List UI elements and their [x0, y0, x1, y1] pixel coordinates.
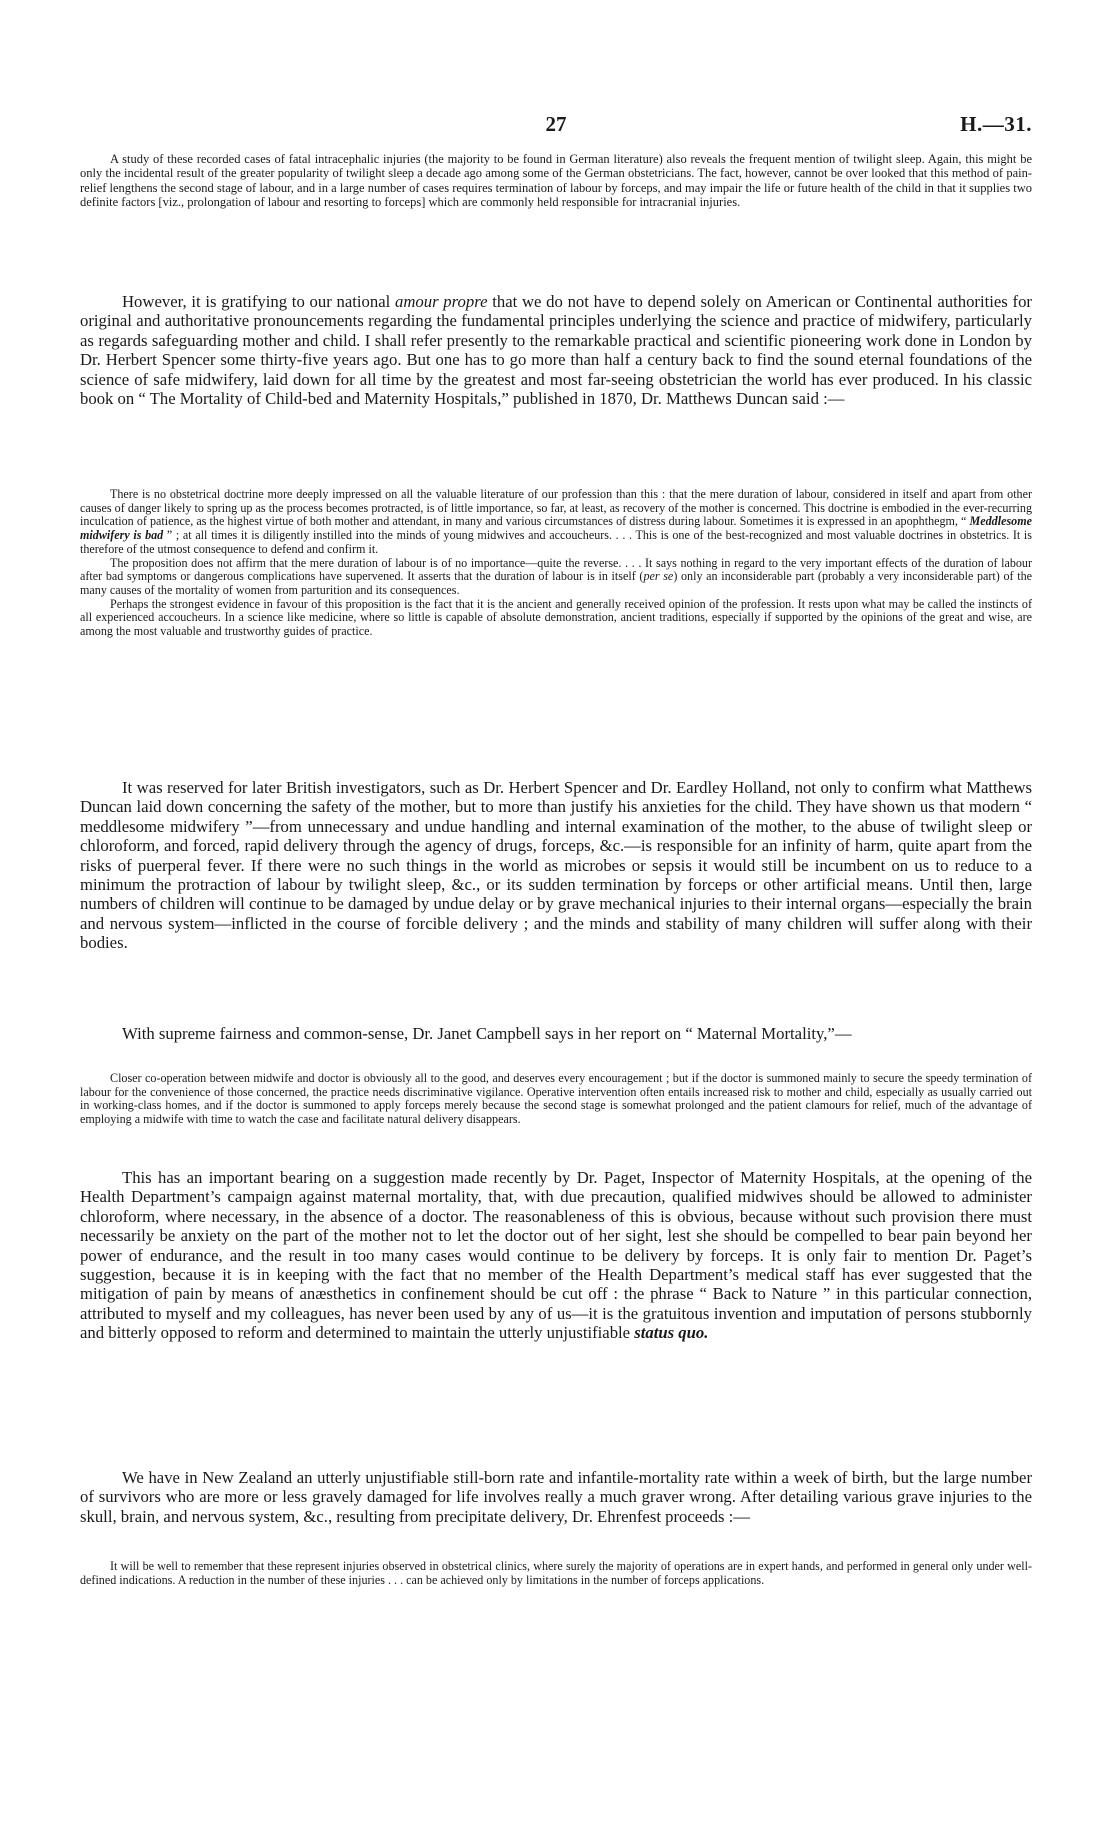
body-text-segment: This has an important bearing on a suggestion made recently by Dr. Paget, Inspector of Maternity Hospitals, at the opening of the Health Department’s campaign against maternal mortality, that, with due precaution, qualified midwives should be allowed to administer chloroform, where necessary, in the absence of a doctor. The reasonableness of this is obvious, because without such provision there must necessarily be anxiety on the part of the mother not to let the doctor out of her sight, lest she should be compelled to bear pain beyond her power of endurance, and the result in too many cases would continue to be delivery by forceps. It is only fair to mention Dr. Paget’s suggestion, because it is in keeping with the fact that no member of the Health Department’s medical staff has ever suggested that the mitigation of pain by means of anæsthetics in confinement should be cut off : the phrase “ Back to Nature ” in this particular connection, attributed to myself and my colleagues, has never been used by any of us—it is the gratuitous invention and imputation of persons stubbornly and bitterly opposed to reform and determined to maintain the utterly unjustifiable [80, 1168, 1032, 1343]
italic-phrase: status quo. [634, 1323, 709, 1343]
page-number: 27 [545, 112, 567, 136]
quotation-text: ) only an inconsiderable part (probably a very inconsiderable part) of the many causes of the mortality of women from parturition and its consequences. [80, 569, 1033, 597]
body-text-segment: It was reserved for later British investigators, such as Dr. Herbert Spencer and Dr. Eardley Holland, not only to confirm what Matthews Duncan laid down concerning the safety of the mother, but to more than justify his anxieties for the child. They have shown us that modern “ meddlesome midwifery ”—from unnecessary and undue handling and internal examination of the mother, to the abuse of twilight sleep or chloroform, and forced, rapid delivery through the agency of drugs, forceps, &c.—is responsible for an infinity of harm, quite apart from the risks of puerperal fever. If there were no such things in the world as microbes or sepsis it would still be incumbent on us to reduce to a minimum the protraction of labour by twilight sleep, &c., or its sudden termination by forceps or other artificial means. Until then, large numbers of children will continue to be damaged by undue delay or by grave mechanical injuries to their internal organs—especially the brain and nervous system—inflicted in the course of forcible delivery ; and the minds and stability of many children will suffer along with their bodies. [80, 778, 1032, 953]
body-paragraph-new-zealand [80, 1468, 1032, 1526]
body-paragraph-paget [80, 1168, 1032, 1343]
quotation-text: The proposition does not affirm that the mere duration of labour is of no importance—quite the reverse. . . . It says nothing in regard to the very important effects of the duration of labour after bad symptoms or dangerous complications have supervened. It asserts that the duration of labour is in itself ( [80, 555, 1032, 584]
quotation-text: There is no obstetrical doctrine more deeply impressed on all the valuable literature of our profession than this : that the mere duration of labour, considered in itself and apart from other causes of danger likely to spring up as the process becomes protracted, is of little importance, so far, at least, as recovery of the mother is concerned. This doctrine is embodied in the ever-recurring inculcation of patience, as the highest virtue of both mother and attendant, in many and various circumstances of distress during labour. Sometimes it is expressed in an apophthegm, “ [80, 487, 1032, 529]
body-text-segment: that we do not have to depend solely on American or Continental authorities for original and authoritative pronouncements regarding the fundamental principles underlying the science and practice of midwifery, particularly as regards safeguarding mother and child. I shall refer presently to the remarkable practical and scientific pioneering work done in London by Dr. Herbert Spencer some thirty-five years ago. But one has to go more than half a century back to find the sound eternal foundations of the science of safe midwifery, laid down for all time by the greatest and most far-seeing obstetrician the world has ever produced. In his classic book on “ The Mortality of Child-bed and Maternity Hospitals,” published in 1870, Dr. Matthews Duncan said :— [80, 292, 1032, 409]
body-paragraph-british-investigators [80, 778, 1032, 953]
body-text-segment: With supreme fairness and common-sense, Dr. Janet Campbell says in her report on “ Maternal Mortality,”— [122, 1024, 852, 1043]
body-paragraph-janet-campbell [80, 1024, 1032, 1043]
body-text-segment: However, it is gratifying to our national [122, 292, 395, 311]
intro-paragraph-text: A study of these recorded cases of fatal intracephalic injuries (the majority to be found in German literature) also reveals the frequent mention of twilight sleep. Again, this might be only the incidental result of the greater popularity of twilight sleep a decade ago among some of the German obstetricians. The fact, however, cannot be over looked that this method of pain-relief lengthens the second stage of labour, and in a large number of cases requires termination of labour by forceps, and may impair the life or future health of the child in that it supplies two definite factors [viz., prolongation of labour and resorting to forceps] which are commonly held responsible for intracranial injuries. [80, 152, 1032, 209]
duncan-quotation [80, 488, 1032, 639]
page-header [80, 112, 1032, 142]
campbell-quotation [80, 1072, 1032, 1127]
body-paragraph-amour-propre [80, 292, 1032, 408]
quotation-text: Perhaps the strongest evidence in favour of this proposition is the fact that it is the ancient and generally received opinion of the profession. It rests upon what may be called the instincts of all experienced accoucheurs. In a science like medicine, where so little is capable of absolute demonstration, ancient traditions, especially if supported by the opinions of the great and wise, are among the most valuable and trustworthy guides of practice. [80, 596, 1032, 639]
quotation-text: ” ; at all times it is diligently instilled into the minds of young midwives and accoucheurs. . . . This is one of the best-recognized and most valuable doctrines in obstetrics. It is therefore of the utmost consequence to defend and confirm it. [80, 528, 1032, 556]
quotation-paragraph [80, 557, 1032, 598]
document-reference: H.—31. [960, 112, 1032, 136]
italic-phrase: Meddlesome midwifery is bad [80, 514, 1032, 543]
quotation-paragraph [80, 488, 1032, 557]
intro-paragraph [80, 152, 1032, 209]
italic-phrase: amour propre [394, 292, 488, 311]
ehrenfest-quotation [80, 1560, 1032, 1587]
quotation-text: Closer co-operation between midwife and doctor is obviously all to the good, and deserves every encouragement ; but if the doctor is summoned mainly to secure the speedy termination of labour for the convenience of those concerned, the practice needs discriminative vigilance. Operative intervention often entails increased risk to mother and child, especially as usually carried out in working-class homes, and if the doctor is summoned to apply forceps merely because the second stage is somewhat prolonged and the patient clamours for relief, much of the advantage of employing a midwife with time to watch the case and facilitate natural delivery disappears. [80, 1071, 1032, 1127]
quotation-text: It will be well to remember that these represent injuries observed in obstetrical clinics, where surely the majority of operations are in expert hands, and performed in general only under well-defined indications. A reduction in the number of these injuries . . . can be achieved only by limitations in the number of forceps applications. [80, 1559, 1032, 1587]
italic-phrase: per se [643, 569, 674, 584]
quotation-paragraph [80, 598, 1032, 639]
body-text-segment: We have in New Zealand an utterly unjustifiable still-born rate and infantile-mortality rate within a week of birth, but the large number of survivors who are more or less gravely damaged for life involves really a much graver wrong. After detailing various grave injuries to the skull, brain, and nervous system, &c., resulting from precipitate delivery, Dr. Ehrenfest proceeds :— [80, 1468, 1032, 1526]
